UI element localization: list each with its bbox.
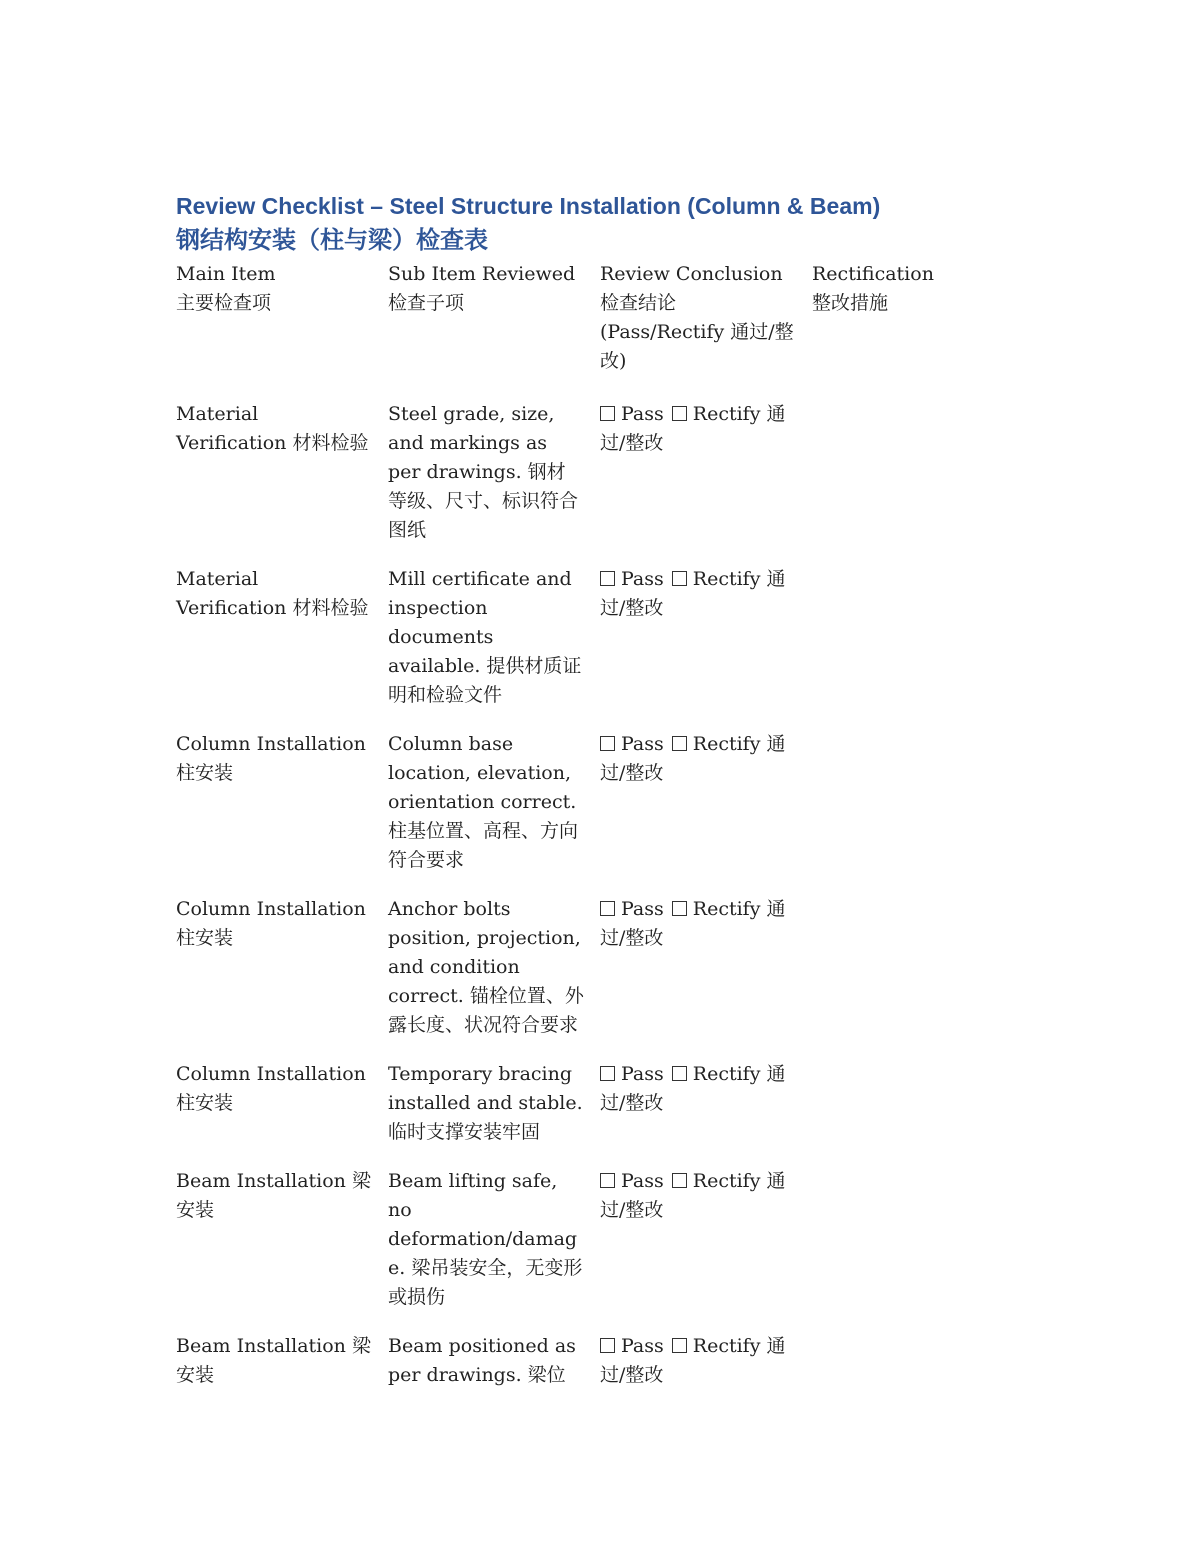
main-item-cell — [176, 565, 388, 730]
sub-item-text: Temporary bracing installed and stable. 临时支撑安装牢固 — [388, 1063, 583, 1143]
header-conclusion-zh: 检查结论 — [600, 292, 677, 314]
pass-checkbox[interactable] — [600, 736, 615, 751]
main-item-text: Beam Installation 梁安装 — [176, 1170, 371, 1221]
pass-label: Pass — [621, 568, 664, 590]
conclusion-cell — [600, 1060, 812, 1167]
rectify-label: Rectify 通过/整改 — [600, 1170, 786, 1221]
table-row — [176, 565, 976, 730]
header-main-zh: 主要检查项 — [176, 292, 272, 314]
sub-item-text: Beam lifting safe, no deformation/damage. 梁吊装安全，无变形或损伤 — [388, 1170, 583, 1308]
checklist-page — [176, 190, 976, 1410]
rectify-checkbox[interactable] — [672, 571, 687, 586]
pass-checkbox[interactable] — [600, 1173, 615, 1188]
main-item-text: Material Verification 材料检验 — [176, 403, 369, 454]
header-sub-zh: 检查子项 — [388, 292, 465, 314]
sub-item-text: Beam positioned as per drawings. 梁位 — [388, 1335, 576, 1386]
table-row — [176, 1332, 976, 1410]
title-chinese: 钢结构安装（柱与梁）检查表 — [176, 226, 488, 254]
rectification-cell[interactable] — [812, 1332, 976, 1410]
header-rectification-zh: 整改措施 — [812, 292, 889, 314]
conclusion-cell — [600, 400, 812, 565]
header-row — [176, 260, 976, 400]
rectify-checkbox[interactable] — [672, 1066, 687, 1081]
pass-checkbox[interactable] — [600, 571, 615, 586]
rectify-label: Rectify 通过/整改 — [600, 898, 786, 949]
checklist-table — [176, 260, 976, 1410]
rectify-checkbox[interactable] — [672, 1173, 687, 1188]
rectify-label: Rectify 通过/整改 — [600, 568, 786, 619]
table-row — [176, 1060, 976, 1167]
sub-item-cell — [388, 1060, 600, 1167]
sub-item-text: Steel grade, size, and markings as per drawings. 钢材等级、尺寸、标识符合图纸 — [388, 403, 579, 541]
title-english: Review Checklist – Steel Structure Installation (Column & Beam) — [176, 193, 881, 219]
main-item-cell — [176, 1060, 388, 1167]
sub-item-text: Mill certificate and inspection documents available. 提供材质证明和检验文件 — [388, 568, 582, 706]
rectify-label: Rectify 通过/整改 — [600, 1063, 786, 1114]
main-item-text: Material Verification 材料检验 — [176, 568, 369, 619]
main-item-text: Column Installation 柱安装 — [176, 898, 366, 949]
sub-item-text: Column base location, elevation, orientation correct. 柱基位置、高程、方向符合要求 — [388, 733, 579, 871]
pass-checkbox[interactable] — [600, 1338, 615, 1353]
header-review-conclusion — [600, 260, 812, 400]
sub-item-cell — [388, 895, 600, 1060]
main-item-cell — [176, 895, 388, 1060]
main-item-cell — [176, 400, 388, 565]
rectification-cell[interactable] — [812, 1167, 976, 1332]
rectify-label: Rectify 通过/整改 — [600, 733, 786, 784]
header-rectification-en: Rectification — [812, 263, 934, 285]
conclusion-cell — [600, 1332, 812, 1410]
sub-item-cell — [388, 1167, 600, 1332]
table-row — [176, 730, 976, 895]
header-conclusion-en: Review Conclusion — [600, 263, 783, 285]
rectification-cell[interactable] — [812, 895, 976, 1060]
conclusion-cell — [600, 565, 812, 730]
main-item-text: Column Installation 柱安装 — [176, 733, 366, 784]
pass-label: Pass — [621, 1170, 664, 1192]
header-rectification — [812, 260, 976, 400]
header-sub-en: Sub Item Reviewed — [388, 263, 576, 285]
rectification-cell[interactable] — [812, 1060, 976, 1167]
sub-item-text: Anchor bolts position, projection, and condition correct. 锚栓位置、外露长度、状况符合要求 — [388, 898, 584, 1036]
rectify-label: Rectify 通过/整改 — [600, 403, 786, 454]
rectify-checkbox[interactable] — [672, 736, 687, 751]
header-main-en: Main Item — [176, 263, 276, 285]
rectify-label: Rectify 通过/整改 — [600, 1335, 786, 1386]
rectify-checkbox[interactable] — [672, 901, 687, 916]
header-main-item — [176, 260, 388, 400]
pass-checkbox[interactable] — [600, 1066, 615, 1081]
conclusion-cell — [600, 895, 812, 1060]
pass-checkbox[interactable] — [600, 901, 615, 916]
header-conclusion-note: (Pass/Rectify 通过/整改) — [600, 321, 794, 372]
rectify-checkbox[interactable] — [672, 406, 687, 421]
pass-label: Pass — [621, 1063, 664, 1085]
pass-label: Pass — [621, 898, 664, 920]
table-row — [176, 895, 976, 1060]
sub-item-cell — [388, 730, 600, 895]
sub-item-cell — [388, 1332, 600, 1410]
table-row — [176, 400, 976, 565]
main-item-cell — [176, 730, 388, 895]
table-row — [176, 1167, 976, 1332]
pass-label: Pass — [621, 1335, 664, 1357]
rectification-cell[interactable] — [812, 730, 976, 895]
rectify-checkbox[interactable] — [672, 1338, 687, 1353]
conclusion-cell — [600, 1167, 812, 1332]
pass-label: Pass — [621, 403, 664, 425]
pass-checkbox[interactable] — [600, 406, 615, 421]
header-sub-item — [388, 260, 600, 400]
rectification-cell[interactable] — [812, 400, 976, 565]
main-item-text: Beam Installation 梁安装 — [176, 1335, 371, 1386]
rectification-cell[interactable] — [812, 565, 976, 730]
main-item-text: Column Installation 柱安装 — [176, 1063, 366, 1114]
pass-label: Pass — [621, 733, 664, 755]
sub-item-cell — [388, 565, 600, 730]
conclusion-cell — [600, 730, 812, 895]
main-item-cell — [176, 1167, 388, 1332]
main-item-cell — [176, 1332, 388, 1410]
sub-item-cell — [388, 400, 600, 565]
